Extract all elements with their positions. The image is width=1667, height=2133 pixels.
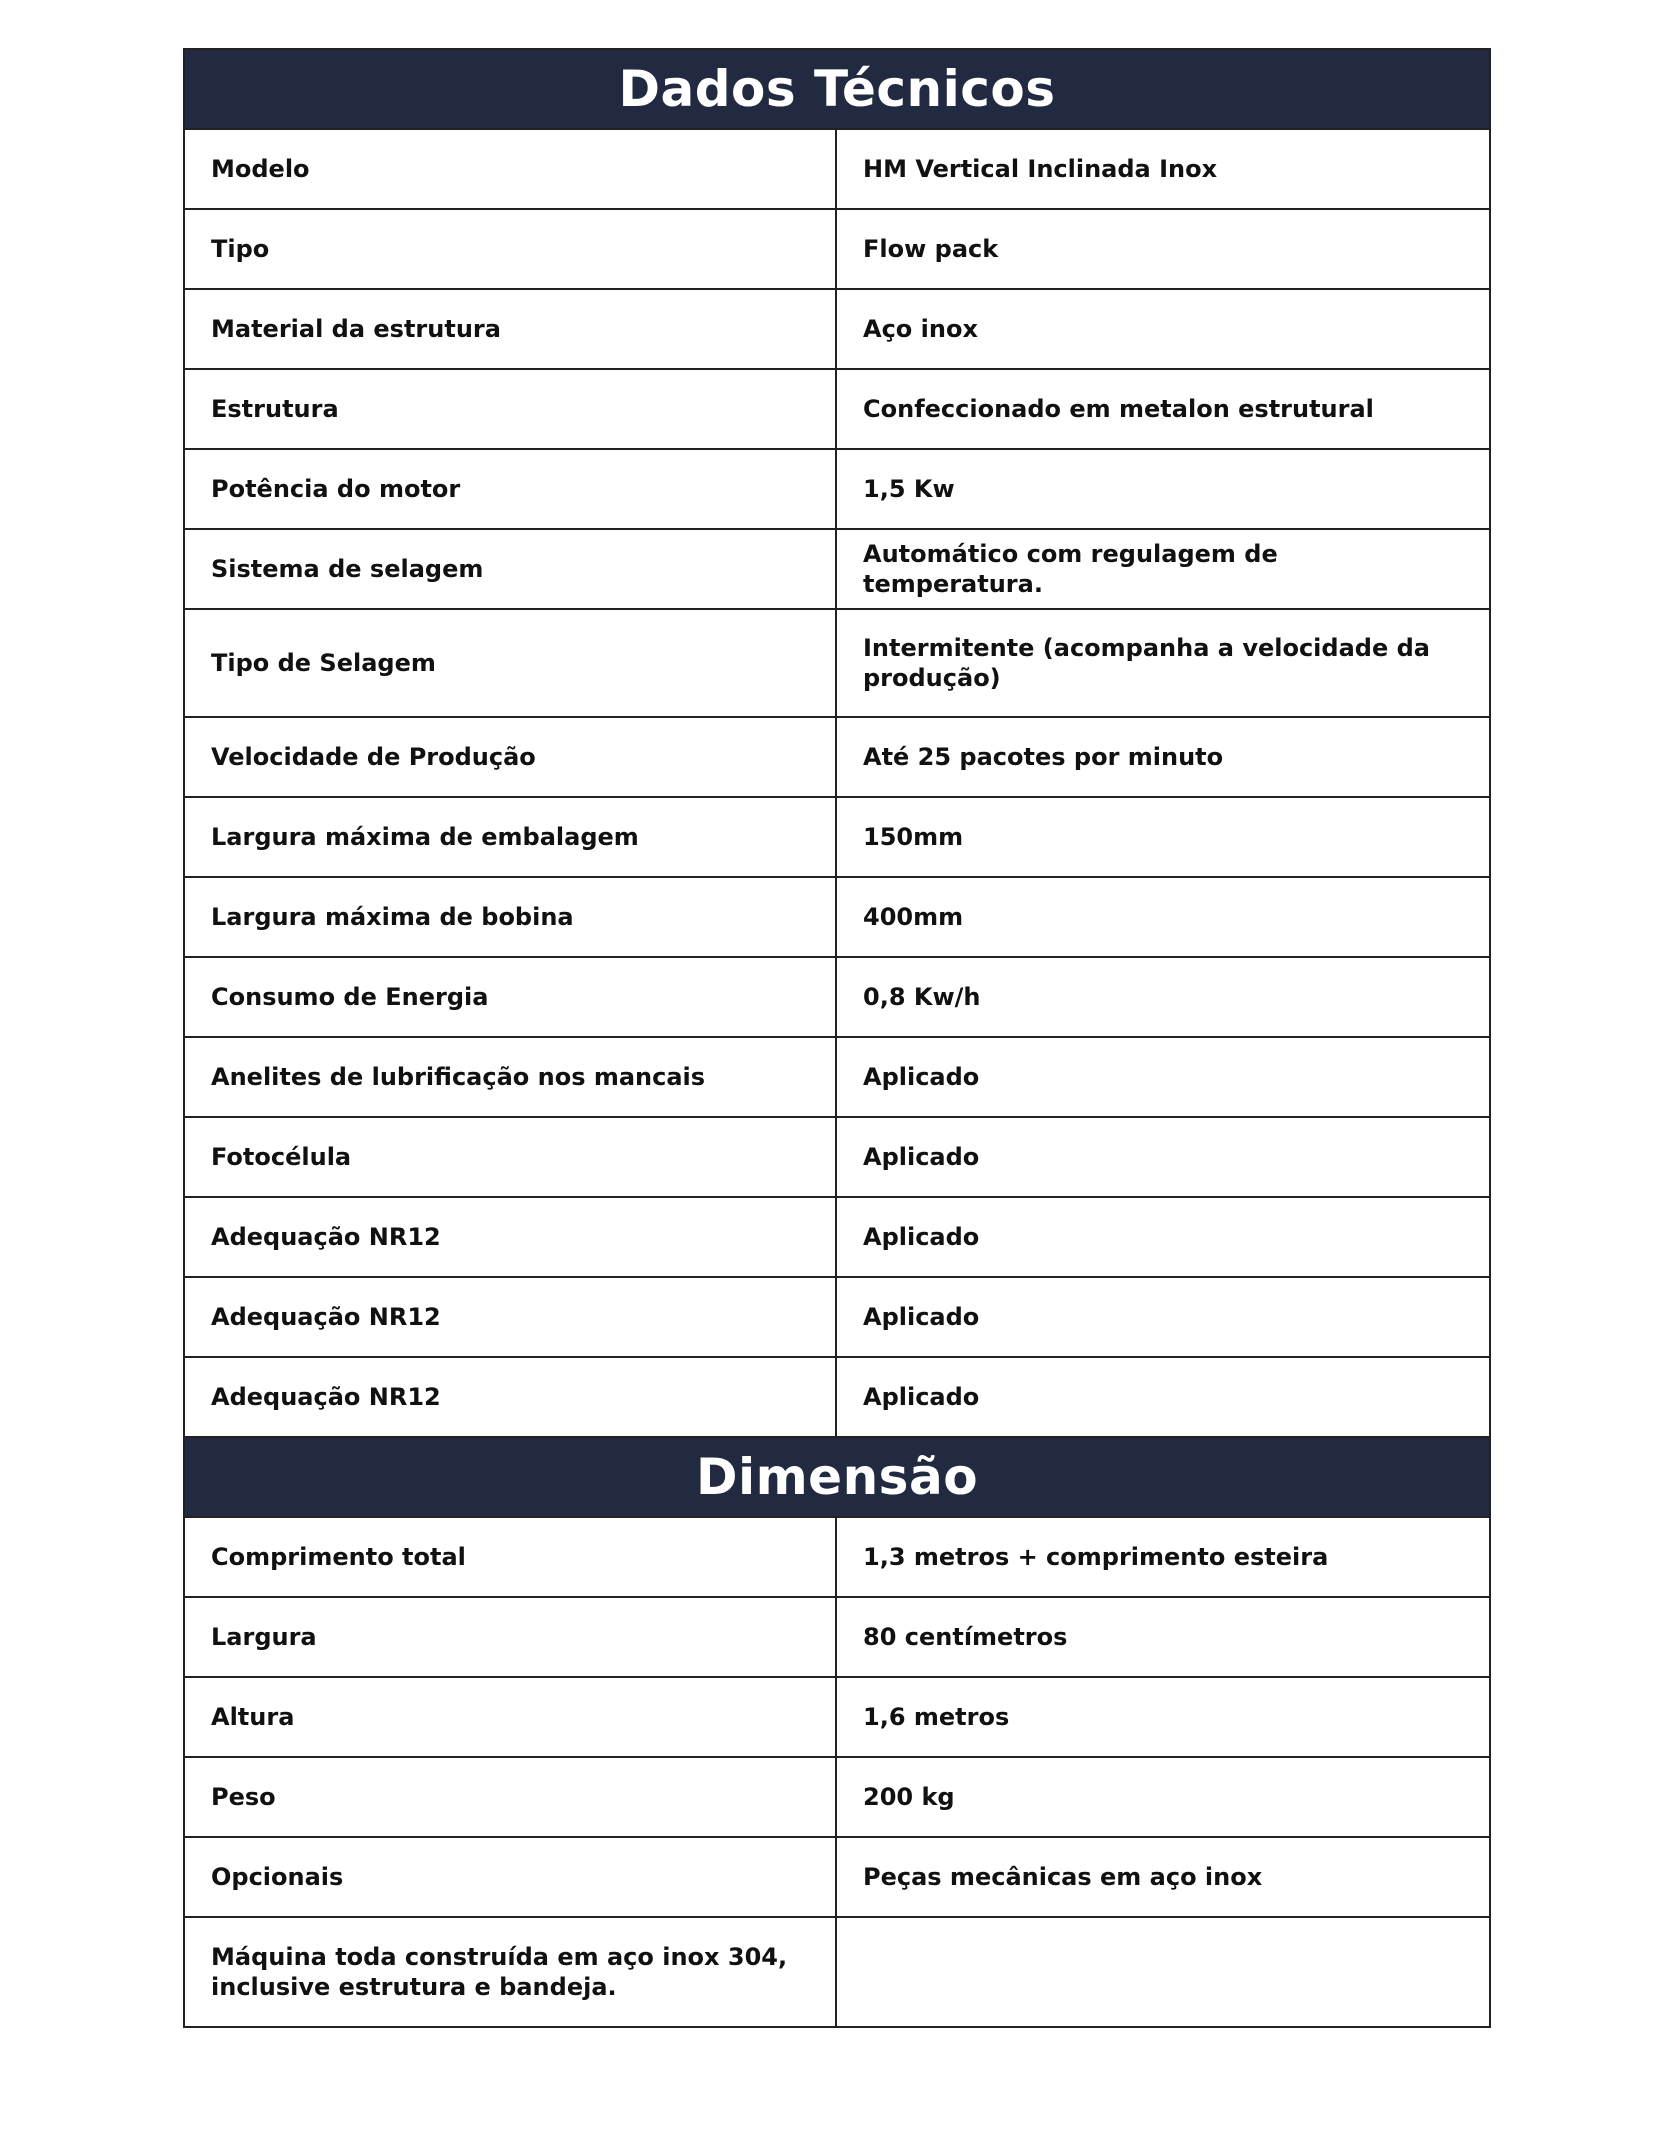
row-value: Flow pack xyxy=(863,235,999,263)
row-value: HM Vertical Inclinada Inox xyxy=(863,155,1218,183)
row-label: Máquina toda construída em aço inox 304, inclusive estrutura e bandeja. xyxy=(185,1918,837,2026)
row-value: Aplicado xyxy=(863,1303,980,1331)
row-label: Largura xyxy=(185,1598,837,1676)
spec-sheet-table xyxy=(183,48,1491,2028)
row-value: Intermitente (acompanha a velocidade da produção) xyxy=(863,634,1430,692)
row-value xyxy=(837,1918,1489,2026)
row-value: 200 kg xyxy=(863,1783,955,1811)
row-label: Estrutura xyxy=(185,370,837,448)
table-row xyxy=(185,290,1489,370)
row-label: Adequação NR12 xyxy=(185,1278,837,1356)
row-value: 150mm xyxy=(863,823,964,851)
row-value: 80 centímetros xyxy=(863,1623,1068,1651)
row-value: 400mm xyxy=(863,903,964,931)
row-label: Comprimento total xyxy=(185,1518,837,1596)
row-value: 0,8 Kw/h xyxy=(863,983,981,1011)
row-label: Adequação NR12 xyxy=(185,1198,837,1276)
row-value: Automático com regulagem de temperatura. xyxy=(863,540,1278,598)
table-row xyxy=(185,1278,1489,1358)
row-label: Velocidade de Produção xyxy=(185,718,837,796)
row-label: Altura xyxy=(185,1678,837,1756)
row-label: Tipo de Selagem xyxy=(185,610,837,716)
table-row xyxy=(185,530,1489,610)
row-value: 1,3 metros + comprimento esteira xyxy=(863,1543,1329,1571)
row-value: Aplicado xyxy=(863,1383,980,1411)
section-title-dados-tecnicos: Dados Técnicos xyxy=(185,50,1489,130)
table-row xyxy=(185,1758,1489,1838)
table-row xyxy=(185,210,1489,290)
row-label: Adequação NR12 xyxy=(185,1358,837,1436)
section-rows-dimensao xyxy=(185,1518,1489,2026)
table-row xyxy=(185,878,1489,958)
row-value: Peças mecânicas em aço inox xyxy=(863,1863,1263,1891)
row-label: Modelo xyxy=(185,130,837,208)
table-row xyxy=(185,1358,1489,1438)
table-row xyxy=(185,370,1489,450)
row-label: Material da estrutura xyxy=(185,290,837,368)
table-row xyxy=(185,1598,1489,1678)
table-row xyxy=(185,130,1489,210)
table-row xyxy=(185,1678,1489,1758)
table-row xyxy=(185,718,1489,798)
row-label: Largura máxima de bobina xyxy=(185,878,837,956)
table-row xyxy=(185,1038,1489,1118)
table-row xyxy=(185,1838,1489,1918)
row-value: Até 25 pacotes por minuto xyxy=(863,743,1224,771)
section-rows-dados-tecnicos xyxy=(185,130,1489,1438)
row-label: Sistema de selagem xyxy=(185,530,837,608)
row-label: Fotocélula xyxy=(185,1118,837,1196)
row-label: Peso xyxy=(185,1758,837,1836)
row-value: Confeccionado em metalon estrutural xyxy=(863,395,1374,423)
table-row xyxy=(185,958,1489,1038)
table-row xyxy=(185,1198,1489,1278)
row-label: Anelites de lubrificação nos mancais xyxy=(185,1038,837,1116)
row-value: Aplicado xyxy=(863,1063,980,1091)
row-value: Aço inox xyxy=(863,315,978,343)
table-row xyxy=(185,1518,1489,1598)
row-label: Largura máxima de embalagem xyxy=(185,798,837,876)
table-row xyxy=(185,1918,1489,2026)
row-value: Aplicado xyxy=(863,1223,980,1251)
table-row xyxy=(185,1118,1489,1198)
row-value: 1,6 metros xyxy=(863,1703,1010,1731)
table-row xyxy=(185,610,1489,718)
section-title-dimensao: Dimensão xyxy=(185,1438,1489,1518)
row-label: Opcionais xyxy=(185,1838,837,1916)
row-label: Consumo de Energia xyxy=(185,958,837,1036)
table-row xyxy=(185,450,1489,530)
row-label: Tipo xyxy=(185,210,837,288)
row-label: Potência do motor xyxy=(185,450,837,528)
row-value: 1,5 Kw xyxy=(863,475,955,503)
table-row xyxy=(185,798,1489,878)
row-value: Aplicado xyxy=(863,1143,980,1171)
